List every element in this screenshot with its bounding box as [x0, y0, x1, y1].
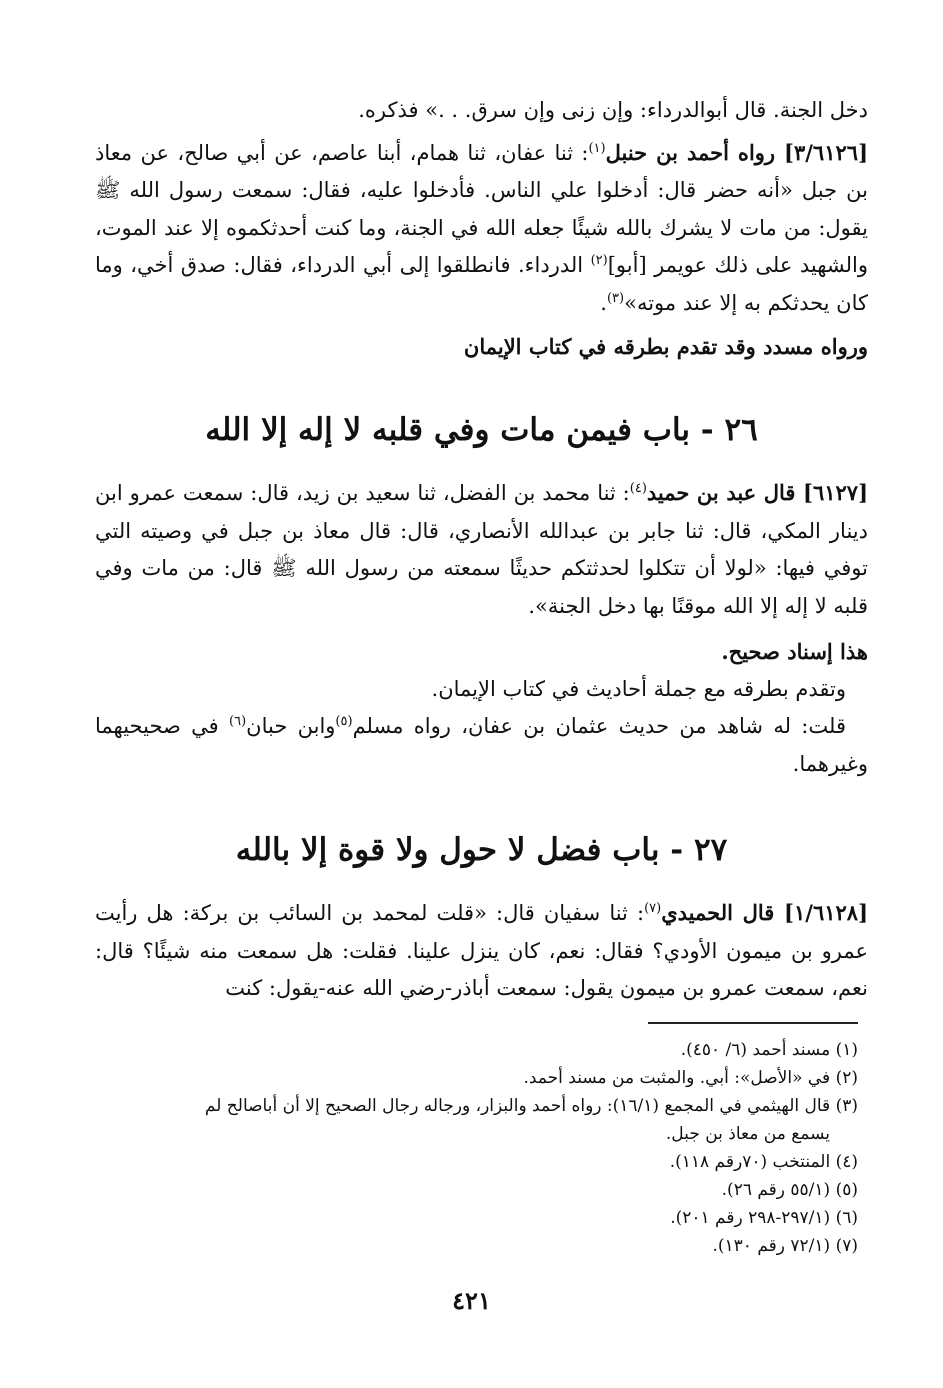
footnote-marker: (٤): [629, 481, 647, 496]
page-number: ٤٢١: [452, 1286, 491, 1315]
main-text-bottom: [95, 894, 868, 1008]
note-text: في صحيحيهما وغيرهما.: [95, 714, 868, 776]
cross-reference: وتقدم بطرقه مع جملة أحاديث في كتاب الإيمان.: [431, 676, 846, 701]
footnote-3-continued: يسمع من معاذ بن جبل.: [665, 1124, 830, 1144]
hadith-reference: [٣/٦١٢٦] رواه أحمد بن حنبل: [605, 139, 868, 165]
footnote-2: (٢) في «الأصل»: أبي. والمثبت من مسند أحمد.: [523, 1068, 858, 1088]
hadith-text: : ثنا سفيان قال: «قلت لمحمد بن السائب بن بركة: هل رأيت عمرو بن ميمون الأودي؟ فقال: نعم، كان ينزل علينا. فقلت: هل سمعت منه شيئًا؟ قال: نعم، سمعت عمرو بن ميمون يقول: سمعت أباذر-رضي الله عنه-يقول: كنت: [95, 901, 868, 1000]
footnote-marker: (١): [588, 140, 606, 156]
footnote-marker: (٦): [229, 714, 247, 729]
chapter-heading-26: [95, 412, 868, 448]
hadith-6126: [95, 134, 868, 323]
hadith-reference: [١/٦١٢٨] قال الحميدي: [661, 900, 869, 925]
footnote-1: (١) مسند أحمد (٦/ ٤٥٠).: [680, 1040, 858, 1060]
hadith-end: .: [600, 290, 607, 315]
footnotes: [95, 1036, 858, 1260]
footnote-separator: [648, 1022, 858, 1024]
continuation-paragraph: دخل الجنة. قال أبوالدرداء: وإن زنى وإن سرق. . .» فذكره.: [358, 98, 868, 122]
isnad-grading: هذا إسناد صحيح.: [721, 639, 868, 664]
hadith-text: : ثنا عفان، ثنا همام، أبنا عاصم، عن أبي صالح، عن معاذ بن جبل «أنه حضر قال: أدخلوا علي الناس. فأدخلوا عليه، فقال: سمعت رسول الله ﷺ يقول: من مات لا يشرك بالله شيئًا جعله الله في الجنة، وما كنت أحدثكموه إلا عند الموت، والشهيد على ذلك عويمر [أبو]: [95, 140, 868, 277]
footnote-marker: (٧): [644, 901, 662, 916]
musaddad-note: ورواه مسدد وقد تقدم بطرقه في كتاب الإيمان: [463, 334, 868, 359]
footnote-3: (٣) قال الهيثمي في المجمع (١٦/١): رواه أحمد والبزار، ورجاله رجال الصحيح إلا أن أباصالح لم: [204, 1096, 858, 1116]
hadith-text-cont: الدرداء. فانطلقوا إلى أبي الدرداء، فقال: صدق أخي، وما كان يحدثكم به إلا عند موته»: [95, 253, 868, 315]
chapter-title: ٢٦ - باب فيمن مات وفي قلبه لا إله إلا الله: [205, 412, 758, 448]
footnote-7: (٧) (٧٢/١ رقم ١٣٠).: [712, 1236, 858, 1256]
note-text: وابن حبان: [246, 714, 336, 738]
hadith-text: : ثنا محمد بن الفضل، ثنا سعيد بن زيد، قال: سمعت عمرو ابن دينار المكي، قال: ثنا جابر بن عبدالله الأنصاري، قال: قال معاذ بن جبل في وصيته التي توفي فيها: «لولا أن تتكلوا لحدثتكم حديثًا سمعته من رسول الله ﷺ قال: من مات وفي قلبه لا إله إلا الله موقنًا بها دخل الجنة».: [95, 481, 868, 618]
note-text: قلت: له شاهد من حديث عثمان بن عفان، رواه مسلم: [352, 714, 846, 738]
footnote-6: (٦) (٢٩٧/١-٢٩٨ رقم ٢٠١).: [670, 1208, 858, 1228]
footnote-marker: (٣): [606, 290, 625, 306]
main-text-top: [95, 92, 868, 366]
footnote-marker: (٢): [590, 253, 608, 268]
hadith-6127: [95, 474, 868, 625]
footnote-5: (٥) (٥٥/١ رقم ٢٦).: [721, 1180, 858, 1200]
main-text-middle: [95, 474, 868, 783]
author-note: [95, 708, 868, 783]
hadith-6128: [95, 894, 868, 1008]
chapter-title: ٢٧ - باب فضل لا حول ولا قوة إلا بالله: [235, 832, 728, 868]
footnote-marker: (٥): [335, 714, 353, 729]
footnote-4: (٤) المنتخب (٧٠رقم ١١٨).: [669, 1152, 858, 1172]
chapter-heading-27: [95, 832, 868, 868]
hadith-reference: [٦١٢٧] قال عبد بن حميد: [646, 480, 868, 505]
